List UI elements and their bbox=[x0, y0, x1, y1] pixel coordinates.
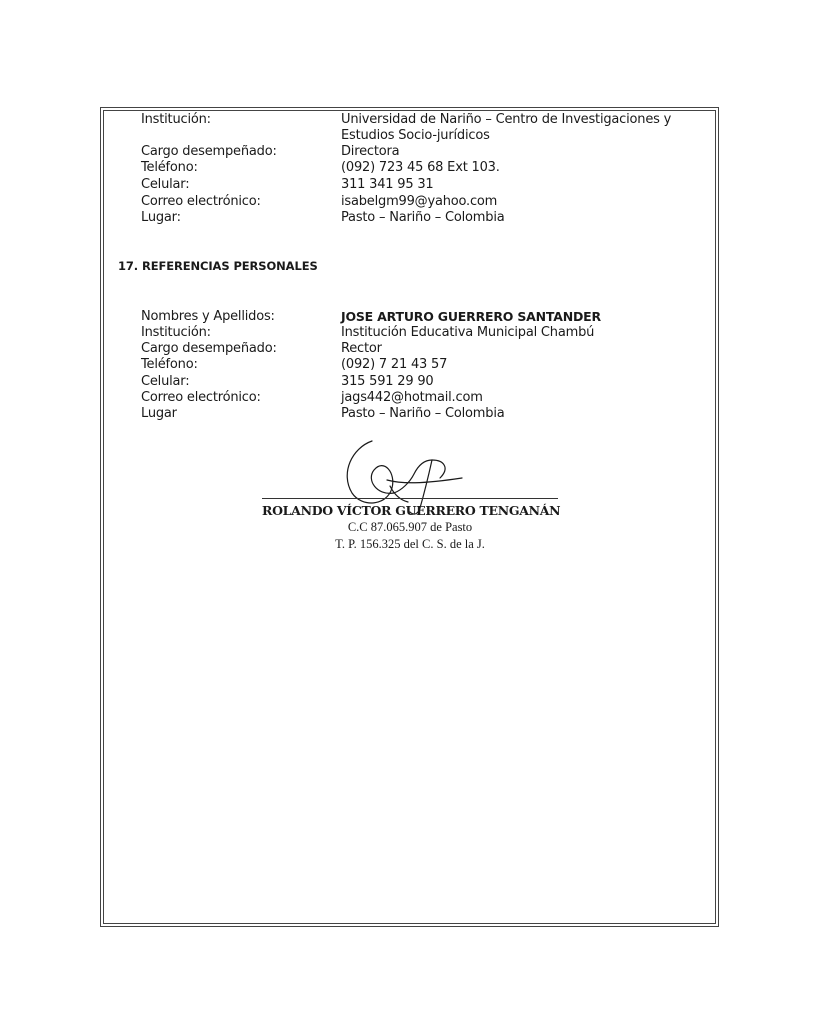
ref2-name-label: Nombres y Apellidos: bbox=[141, 309, 275, 324]
ref1-position-label: Cargo desempeñado: bbox=[141, 144, 277, 159]
ref2-place-label: Lugar bbox=[141, 406, 177, 421]
ref2-name-value: JOSE ARTURO GUERRERO SANTANDER bbox=[341, 309, 601, 324]
ref1-email-value: isabelgm99@yahoo.com bbox=[341, 194, 498, 209]
ref1-institution-label: Institución: bbox=[141, 112, 211, 127]
ref2-place-value: Pasto – Nariño – Colombia bbox=[341, 406, 505, 421]
signer-name: ROLANDO VÍCTOR GUERRERO TENGANÁN bbox=[262, 503, 561, 518]
ref1-position-value: Directora bbox=[341, 144, 400, 159]
ref2-position-value: Rector bbox=[341, 341, 382, 356]
ref2-phone-label: Teléfono: bbox=[141, 357, 198, 372]
ref1-mobile-value: 311 341 95 31 bbox=[341, 177, 434, 192]
ref2-institution-label: Institución: bbox=[141, 325, 211, 340]
section-17-heading: 17. REFERENCIAS PERSONALES bbox=[118, 259, 318, 273]
ref1-place-label: Lugar: bbox=[141, 210, 181, 225]
ref2-phone-value: (092) 7 21 43 57 bbox=[341, 357, 448, 372]
ref2-mobile-value: 315 591 29 90 bbox=[341, 374, 434, 389]
ref2-institution-value: Institución Educativa Municipal Chambú bbox=[341, 325, 595, 340]
ref1-institution-value-line2: Estudios Socio-jurídicos bbox=[341, 128, 490, 143]
ref1-place-value: Pasto – Nariño – Colombia bbox=[341, 210, 505, 225]
ref2-email-label: Correo electrónico: bbox=[141, 390, 261, 405]
signer-id: C.C 87.065.907 de Pasto bbox=[347, 520, 473, 534]
ref2-position-label: Cargo desempeñado: bbox=[141, 341, 277, 356]
ref1-institution-value-line1: Universidad de Nariño – Centro de Investigaciones y bbox=[341, 112, 672, 127]
signer-license: T. P. 156.325 del C. S. de la J. bbox=[335, 537, 485, 551]
ref2-email-value: jags442@hotmail.com bbox=[341, 390, 483, 405]
ref1-mobile-label: Celular: bbox=[141, 177, 190, 192]
signature-line bbox=[262, 498, 558, 499]
ref1-phone-label: Teléfono: bbox=[141, 160, 198, 175]
ref1-email-label: Correo electrónico: bbox=[141, 194, 261, 209]
ref1-phone-value: (092) 723 45 68 Ext 103. bbox=[341, 160, 500, 175]
ref2-mobile-label: Celular: bbox=[141, 374, 190, 389]
